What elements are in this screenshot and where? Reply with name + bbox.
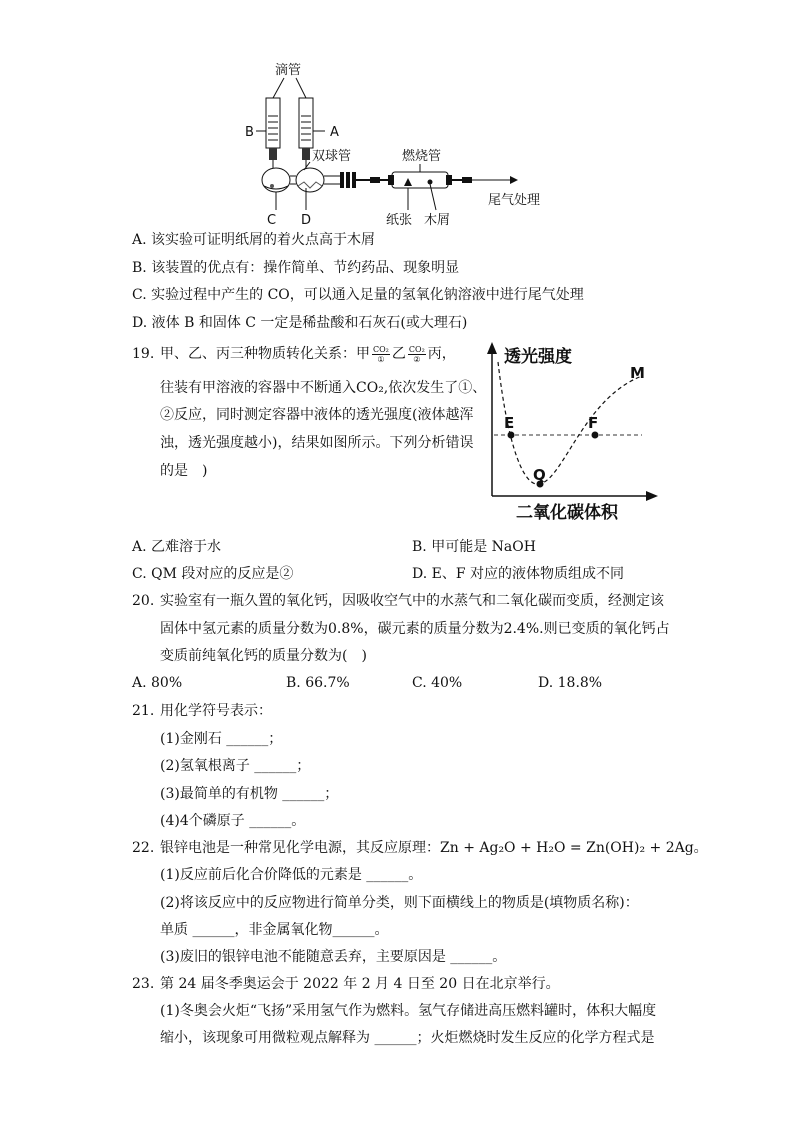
graph-curve xyxy=(498,362,642,484)
q19-number: 19. xyxy=(132,346,155,362)
q20-line3: 变质前纯氧化钙的质量分数为( ) xyxy=(160,648,367,664)
q19-option-a: A. 乙难溶于水 xyxy=(132,539,222,555)
label-a: A xyxy=(330,125,339,140)
q21-stem: 用化学符号表示： xyxy=(160,703,272,719)
q21-part1: (1)金刚石 ______； xyxy=(160,731,283,747)
combustion-tube-label: 燃烧管 xyxy=(402,149,442,164)
q23-stem: 第 24 届冬季奥运会于 2022 年 2 月 4 日至 20 日在北京举行。 xyxy=(160,976,560,992)
label-c: C xyxy=(267,213,277,228)
q22-number: 22. xyxy=(132,840,155,856)
q23-part1a: (1)冬奥会火炬“飞扬”采用氢气作为燃料。氢气存储进高压燃料罐时，体积大幅度 xyxy=(160,1003,657,1019)
graph-point-e xyxy=(508,432,515,439)
q20-line1: 实验室有一瓶久置的氧化钙，因吸收空气中的水蒸气和二氧化碳而变质，经测定该 xyxy=(160,593,664,609)
graph-point-f xyxy=(592,432,599,439)
q19-arrow-1: $\frac{\text{CO₂}}{\text{①}}$ xyxy=(373,344,389,364)
q20-option-c: C. 40% xyxy=(412,675,463,691)
q18-option-b: B. 该装置的优点有：操作简单、节约药品、现象明显 xyxy=(132,260,460,276)
q19-line4: 浊，透光强度越小)，结果如图所示。下列分析错误 xyxy=(160,435,474,451)
q22-part1: (1)反应前后化合价降低的元素是 ______。 xyxy=(160,867,423,883)
q20-option-d: D. 18.8% xyxy=(538,675,603,691)
exhaust-label: 尾气处理 xyxy=(488,193,541,208)
double-bulb-label: 双球管 xyxy=(312,149,352,164)
bulb-left xyxy=(262,168,290,192)
q19-option-d: D. E、F 对应的液体物质组成不同 xyxy=(412,566,625,582)
q19-graph xyxy=(484,338,664,524)
q20-number: 20. xyxy=(132,593,155,609)
wood-label: 木屑 xyxy=(424,213,451,228)
q19-line5: 的是 ) xyxy=(160,463,208,479)
apparatus-diagram xyxy=(240,60,560,232)
dropper-label: 滴管 xyxy=(275,63,302,78)
q23-part1b: 缩小，该现象可用微粒观点解释为 ______；火炬燃烧时发生反应的化学方程式是 xyxy=(160,1030,655,1046)
q22-part2: (2)将该反应中的反应物进行简单分类，则下面横线上的物质是(填物质名称)： xyxy=(160,895,639,911)
graph-y-label: 透光强度 xyxy=(504,347,572,367)
graph-label-q: Q xyxy=(533,466,546,484)
combustion-tube-body xyxy=(392,172,448,188)
q19-line2: 往装有甲溶液的容器中不断通入CO₂,依次发生了①、 xyxy=(160,380,487,396)
q19-line1-c: 丙， xyxy=(427,346,456,362)
q19-line3: ②反应，同时测定容器中液体的透光强度(液体越浑 xyxy=(160,407,474,423)
q19-arrow-2: $\frac{\text{CO₂}}{\text{②}}$ xyxy=(408,344,425,364)
graph-label-f: F xyxy=(588,414,599,432)
q19-line1-b: 乙 xyxy=(391,346,406,362)
q18-option-c: C. 实验过程中产生的 CO，可以通入足量的氢氧化钠溶液中进行尾气处理 xyxy=(132,287,584,303)
graph-label-m: M xyxy=(630,364,645,382)
q19-line1 xyxy=(160,344,456,364)
q22-stem: 银锌电池是一种常见化学电源，其反应原理：Zn + Ag₂O + H₂O = Zn(OH)₂ + 2Ag。 xyxy=(160,840,708,856)
q21-part2: (2)氢氧根离子 ______； xyxy=(160,758,311,774)
q19-line1-a: 甲、乙、丙三种物质转化关系：甲 xyxy=(160,346,370,362)
label-b: B xyxy=(245,125,254,140)
q20-option-b: B. 66.7% xyxy=(286,675,350,691)
q19-option-b: B. 甲可能是 NaOH xyxy=(412,539,536,555)
q20-option-a: A. 80% xyxy=(132,675,183,691)
graph-x-label: 二氧化碳体积 xyxy=(516,503,618,523)
q20-line2: 固体中氢元素的质量分数为0.8%，碳元素的质量分数为2.4%.则已变质的氧化钙占 xyxy=(160,621,670,637)
q22-part2b: 单质 ______，非金属氧化物______。 xyxy=(160,922,389,938)
graph-label-e: E xyxy=(504,414,515,432)
q22-part3: (3)废旧的银锌电池不能随意丢弃，主要原因是 ______。 xyxy=(160,949,507,965)
q23-number: 23. xyxy=(132,976,155,992)
label-d: D xyxy=(301,213,312,228)
q21-number: 21. xyxy=(132,703,155,719)
q18-option-d: D. 液体 B 和固体 C 一定是稀盐酸和石灰石(或大理石) xyxy=(132,315,468,331)
q18-option-a: A. 该实验可证明纸屑的着火点高于木屑 xyxy=(132,232,376,248)
paper-label: 纸张 xyxy=(386,213,413,228)
q21-part3: (3)最简单的有机物 ______； xyxy=(160,786,339,802)
q19-option-c: C. QM 段对应的反应是② xyxy=(132,566,294,582)
q21-part4: (4)4个磷原子 ______。 xyxy=(160,813,306,829)
